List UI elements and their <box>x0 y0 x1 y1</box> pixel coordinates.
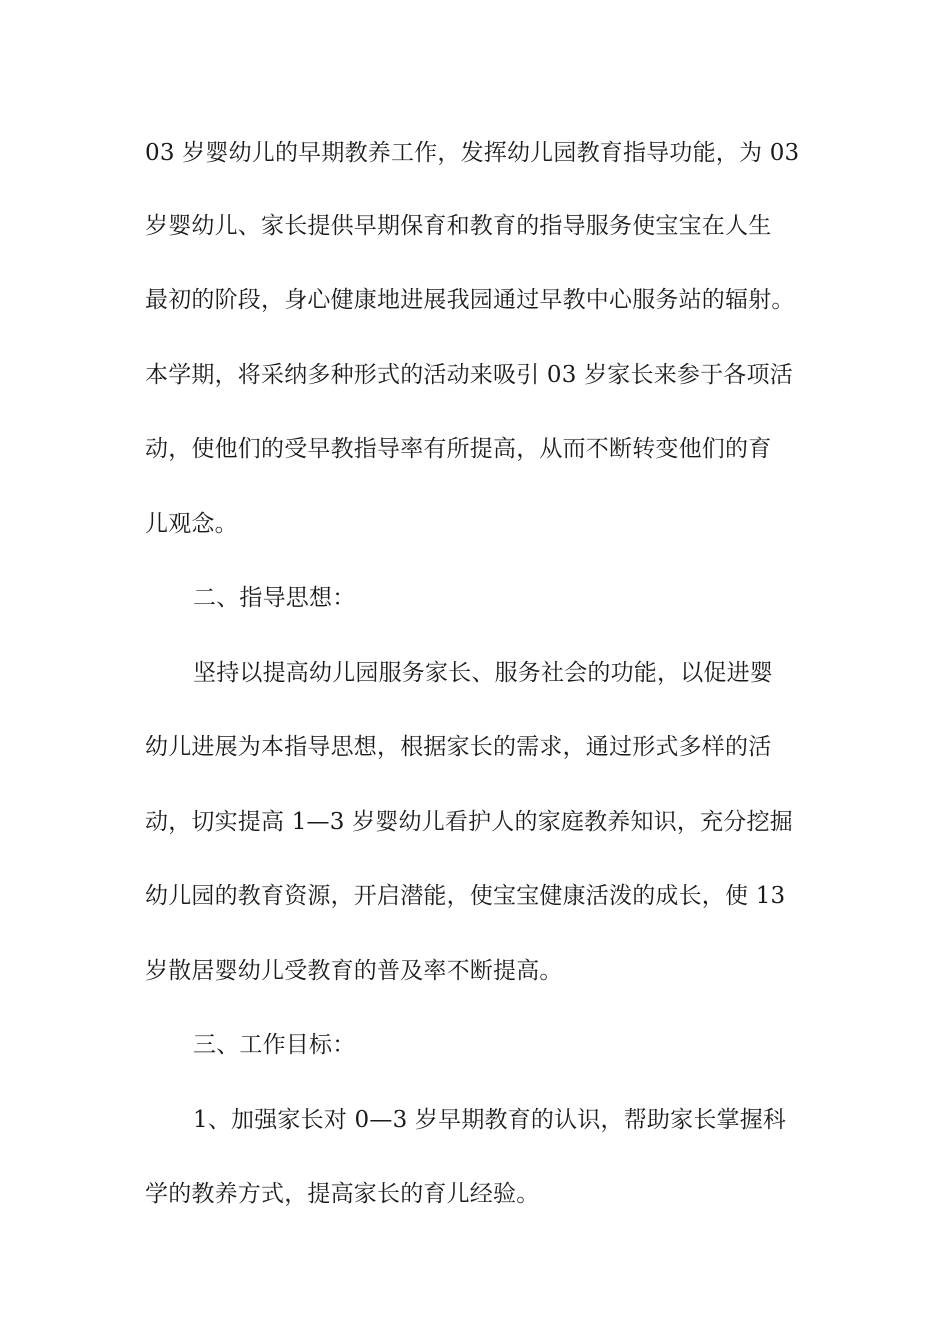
paragraph-line: 儿观念。 <box>145 511 238 537</box>
paragraph-line: 03 岁婴幼儿的早期教养工作，发挥幼儿园教育指导功能，为 03 <box>145 140 800 166</box>
list-item-line: 1、加强家长对 0—3 岁早期教育的认识，帮助家长掌握科 <box>193 1107 787 1133</box>
paragraph-line: 本学期，将采纳多种形式的活动来吸引 03 岁家长来参于各项活 <box>145 362 793 388</box>
paragraph-line: 最初的阶段，身心健康地进展我园通过早教中心服务站的辐射。 <box>145 287 795 313</box>
section-heading-guiding-ideology: 二、指导思想： <box>193 585 356 611</box>
paragraph-line: 动，使他们的受早教指导率有所提高，从而不断转变他们的育 <box>145 436 772 462</box>
list-item-line: 学的教养方式，提高家长的育儿经验。 <box>145 1181 540 1207</box>
section-heading-work-goals: 三、工作目标： <box>193 1032 356 1058</box>
paragraph-line: 岁散居婴幼儿受教育的普及率不断提高。 <box>145 958 563 984</box>
paragraph-line: 幼儿园的教育资源，开启潜能，使宝宝健康活泼的成长，使 13 <box>145 883 786 909</box>
paragraph-line: 坚持以提高幼儿园服务家长、服务社会的功能，以促进婴 <box>193 660 773 686</box>
paragraph-line: 岁婴幼儿、家长提供早期保育和教育的指导服务使宝宝在人生 <box>145 213 772 239</box>
paragraph-line: 动，切实提高 1—3 岁婴幼儿看护人的家庭教养知识，充分挖掘 <box>145 809 793 835</box>
paragraph-line: 幼儿进展为本指导思想，根据家长的需求，通过形式多样的活 <box>145 734 772 760</box>
